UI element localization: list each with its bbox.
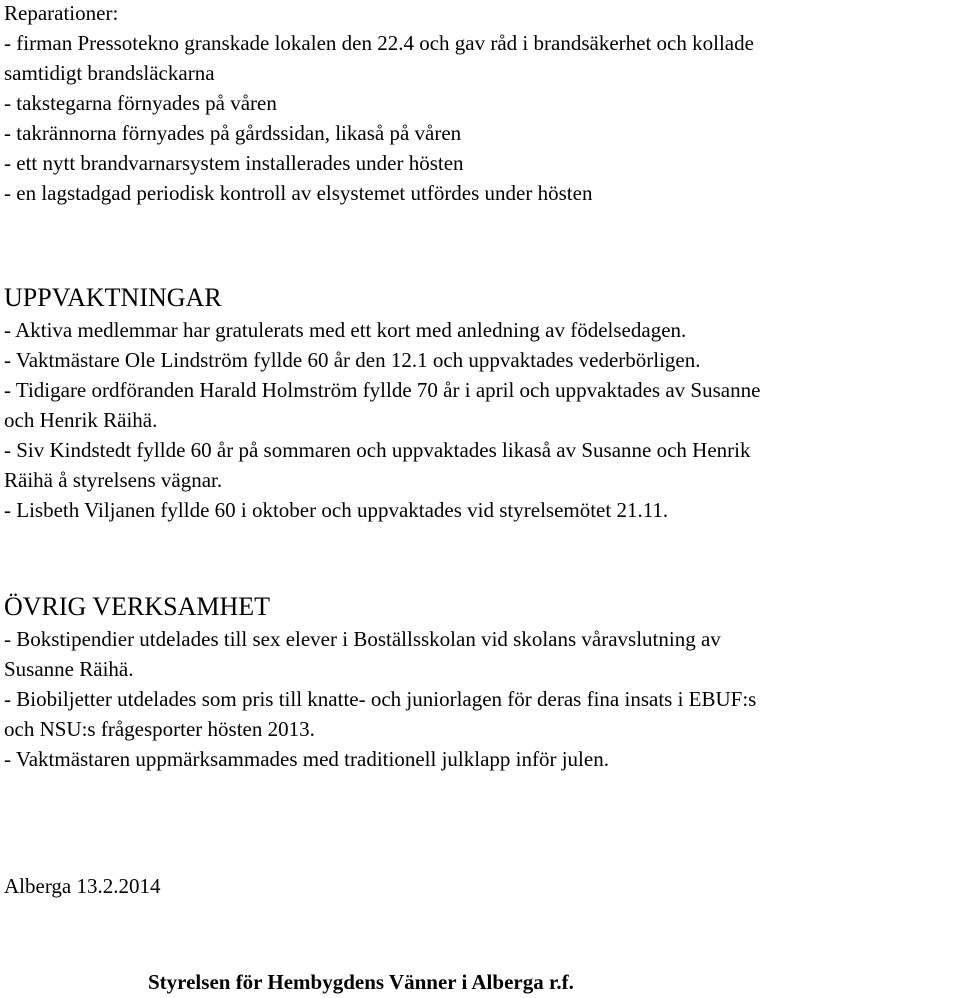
ovrig-line: - Biobiljetter utdelades som pris till knatte- och juniorlagen för deras fina insats i EBUF:s [4, 687, 757, 711]
uppvaktningar-heading: UPPVAKTNINGAR [4, 283, 222, 312]
repairs-line: - takrännorna förnyades på gårdssidan, likaså på våren [4, 121, 462, 145]
place-date: Alberga 13.2.2014 [4, 874, 161, 898]
ovrig-verksamhet-section [4, 590, 956, 774]
repairs-line: - firman Pressotekno granskade lokalen den 22.4 och gav råd i brandsäkerhet och kollade [4, 31, 754, 55]
uppvaktningar-line: Räihä å styrelsens vägnar. [4, 468, 223, 492]
ovrig-line: - Vaktmästaren uppmärksammades med traditionell julklapp inför julen. [4, 747, 609, 771]
repairs-line: samtidigt brandsläckarna [4, 61, 215, 85]
uppvaktningar-line: - Siv Kindstedt fyllde 60 år på sommaren och uppvaktades likaså av Susanne och Henrik [4, 438, 751, 462]
uppvaktningar-line: och Henrik Räihä. [4, 408, 158, 432]
uppvaktningar-line: - Tidigare ordföranden Harald Holmström fyllde 70 år i april och uppvaktades av Susanne [4, 378, 761, 402]
repairs-line: - ett nytt brandvarnarsystem installerades under hösten [4, 151, 464, 175]
repairs-line: - takstegarna förnyades på våren [4, 91, 277, 115]
uppvaktningar-line: - Lisbeth Viljanen fyllde 60 i oktober och uppvaktades vid styrelsemötet 21.11. [4, 498, 669, 522]
uppvaktningar-line: - Vaktmästare Ole Lindström fyllde 60 år den 12.1 och uppvaktades vederbörligen. [4, 348, 701, 372]
ovrig-line: och NSU:s frågesporter hösten 2013. [4, 717, 315, 741]
ovrig-line: - Bokstipendier utdelades till sex elever i Boställsskolan vid skolans våravslutning av [4, 627, 721, 651]
ovrig-line: Susanne Räihä. [4, 657, 134, 681]
uppvaktningar-line: - Aktiva medlemmar har gratulerats med ett kort med anledning av födelsedagen. [4, 318, 687, 342]
signature: Styrelsen för Hembygdens Vänner i Alberga r.f. [148, 970, 574, 994]
ovrig-verksamhet-heading: ÖVRIG VERKSAMHET [4, 592, 271, 621]
repairs-title: Reparationer: [4, 1, 119, 25]
uppvaktningar-section [4, 281, 956, 525]
repairs-section [4, 0, 956, 208]
repairs-line: - en lagstadgad periodisk kontroll av elsystemet utfördes under hösten [4, 181, 593, 205]
